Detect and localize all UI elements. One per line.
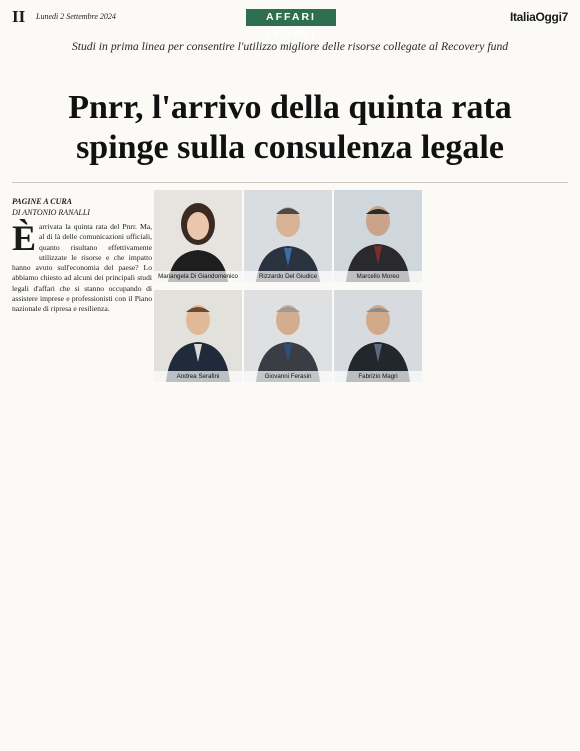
photo-caption: Fabrizio Magri: [334, 371, 422, 382]
portrait-photo: [334, 190, 422, 282]
drop-cap: È: [12, 218, 37, 258]
photo-caption: Mariangela Di Giandomenico: [154, 271, 242, 282]
publication-date: Lunedì 2 Settembre 2024: [36, 12, 116, 21]
portrait-photo: [244, 190, 332, 282]
photo-caption: Marcello Moreo: [334, 271, 422, 282]
logo-suffix: 7: [561, 10, 568, 24]
photo-caption: Andrea Serafini: [154, 371, 242, 382]
masthead-logo: [510, 10, 568, 24]
portrait-illustration: [154, 190, 242, 282]
portrait-illustration: [244, 290, 332, 382]
page-header: [12, 6, 568, 40]
article-lead-paragraph: arrivata la quinta rata del Pnrr. Ma, al di là delle comunicazioni ufficiali, quanto risultano effettivamente utilizzate le risorse e che impatto hanno avuto sull'economia del paese? Lo abbiamo chiesto ad alcuni dei principali studi legali d'affari che si stanno occupando di assistere imprese e professionisti con il Piano nazionale di ripresa e resilienza.: [12, 222, 152, 314]
article-body: [12, 218, 152, 315]
header-divider: [12, 182, 568, 183]
headline-line-1: Pnrr, l'arrivo della quinta rata: [68, 89, 512, 126]
article-kicker: Studi in prima linea per consentire l'utilizzo migliore delle risorse collegate al Recovery fund: [71, 40, 509, 53]
photo-caption: Giovanni Ferasin: [244, 371, 332, 382]
portrait-photo: [334, 290, 422, 382]
portrait-illustration: [244, 190, 332, 282]
portrait-photo: [154, 290, 242, 382]
photo-grid: [152, 190, 422, 385]
article-headline: [12, 88, 568, 168]
page-number: II: [12, 7, 26, 26]
byline-line-1: PAGINE A CURA: [12, 197, 73, 206]
portrait-photo: [244, 290, 332, 382]
headline-line-2: spinge sulla consulenza legale: [76, 129, 504, 166]
portrait-photo: [154, 190, 242, 282]
byline-author: DI ANTONIO RANALLI: [12, 208, 90, 217]
byline: [12, 196, 152, 218]
logo-main: ItaliaOggi: [509, 10, 562, 24]
portrait-illustration: [334, 190, 422, 282]
portrait-illustration: [154, 290, 242, 382]
photo-caption: Rizzardo Del Giudice: [244, 271, 332, 282]
section-label: AFFARI LEGALI: [246, 9, 336, 26]
portrait-illustration: [334, 290, 422, 382]
